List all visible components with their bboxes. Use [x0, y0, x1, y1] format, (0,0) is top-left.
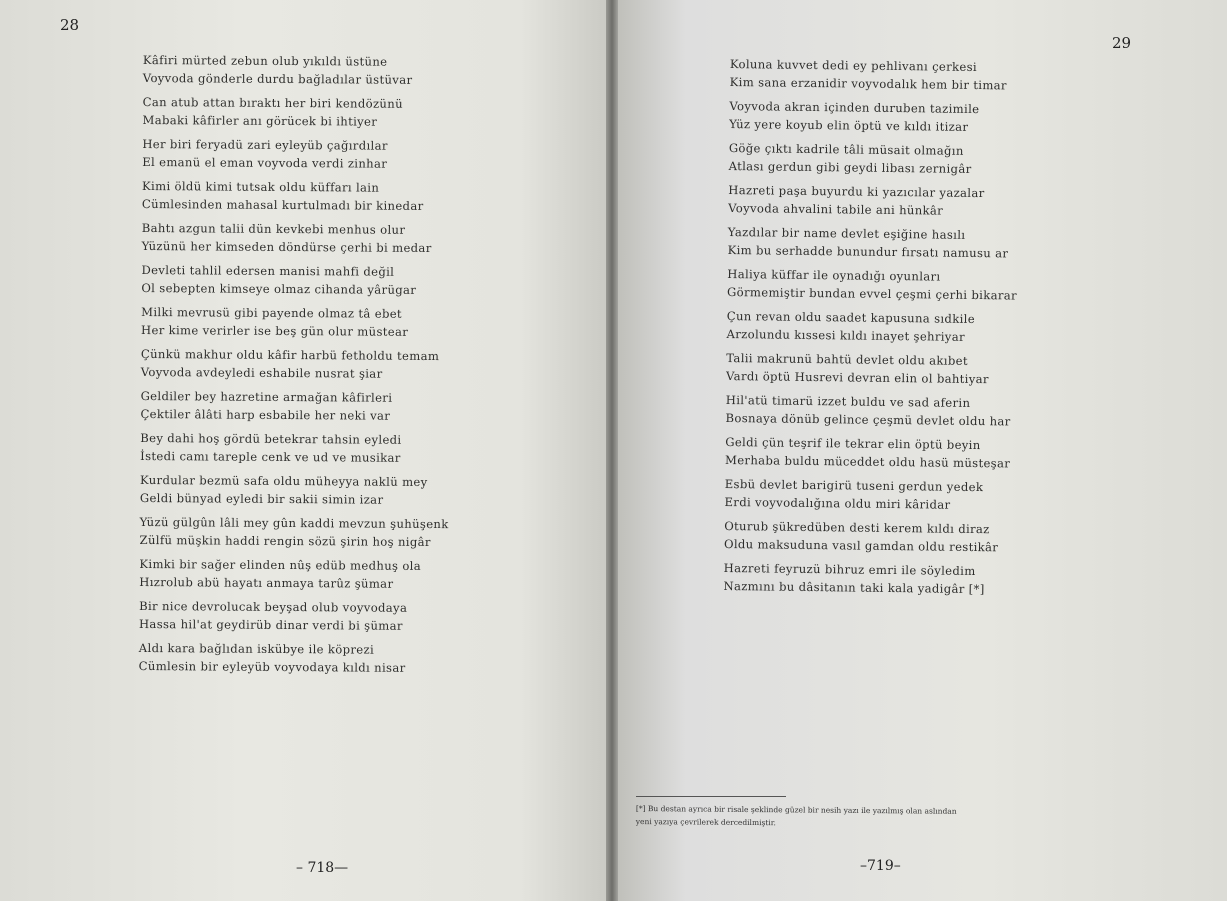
couplet: [142, 219, 522, 258]
verse-line: Bey dahi hoş gördü betekrar tahsin eyledi: [140, 430, 402, 447]
verse-line: Devleti tahlil edersen manisi mahfi değil: [141, 262, 395, 279]
couplet: [724, 517, 1164, 558]
verse-line: Voyvoda gönderle durdu bağladılar üstüvar: [142, 70, 413, 87]
verse-line: Hil'atü timarü izzet buldu ve sad aferin: [725, 392, 971, 410]
verse-line: Bir nice devrolucak beyşad olub voyvodaya: [139, 598, 408, 615]
verse-line: Çektiler âlâti harp esbabile her neki var: [140, 406, 391, 423]
couplet: [139, 555, 519, 594]
couplet: [140, 513, 520, 552]
verse-line: Cümlesin bir eyleyüb voyvodaya kıldı nisar: [138, 658, 406, 675]
couplet: [729, 139, 1169, 180]
left-verses: [139, 51, 523, 684]
couplet: [140, 387, 520, 426]
verse-line: Kim bu serhadde bunundur fırsatı namusu ar: [727, 242, 1009, 261]
verse-line: Yüz yere koyub elin öptü ve kıldı itizar: [729, 116, 969, 134]
verse-line: Kimi öldü kimi tutsak oldu küffarı lain: [142, 178, 380, 195]
verse-line: Bosnaya dönüb gelince çeşmü devlet oldu har: [725, 410, 1011, 429]
verse-line: Arzolundu kıssesi kıldı inayet şehriyar: [726, 326, 966, 344]
couplet: [141, 303, 521, 342]
verse-line: Geldi çün teşrif ile tekrar elin öptü beyin: [725, 434, 981, 453]
verse-line: Merhaba buldu müceddet oldu hasü müsteşar: [724, 452, 1011, 471]
book-gutter: [606, 0, 618, 901]
verse-line: Haliya küffar ile oynadığı oyunları: [727, 266, 941, 284]
verse-line: Her biri feryadü zari eyleyüb çağırdılar: [142, 136, 388, 153]
verse-line: Oldu maksuduna vasıl gamdan oldu restikâr: [723, 536, 999, 555]
verse-line: Geldi bünyad eyledi bir sakii simin izar: [139, 490, 384, 507]
verse-line: Görmemiştir bundan evvel çeşmi çerhi bikarar: [727, 284, 1018, 303]
couplet: [142, 177, 522, 216]
footnote-rule: [636, 796, 786, 797]
verse-line: Milki mevrusü gibi payende olmaz tâ ebet: [141, 304, 403, 321]
right-page-header-number: 29: [1112, 34, 1132, 52]
verse-line: Yüzünü her kimseden döndürse çerhi bi medar: [141, 238, 432, 256]
verse-line: Kimki bir sağer elinden nûş edüb medhuş ola: [139, 556, 422, 573]
right-verses: [723, 55, 1170, 606]
couplet: [725, 433, 1165, 474]
verse-line: Voyvoda ahvalini tabile ani hünkâr: [728, 200, 944, 218]
verse-line: Ol sebepten kimseye olmaz cihanda yârügar: [141, 280, 417, 297]
verse-line: Geldiler bey hazretine armağan kâfirleri: [140, 388, 393, 405]
verse-line: Talii makrunü bahtü devlet oldu akıbet: [726, 350, 968, 368]
verse-line: Zülfü müşkin haddi rengin sözü şirin hoş nigâr: [139, 532, 431, 550]
verse-line: Atlası gerdun gibi geydi libası zernigâr: [728, 158, 972, 176]
verse-line: Yüzü gülgûn lâli mey gûn kaddi mevzun şuhüşenk: [139, 514, 449, 532]
footnote-line-1: [*] Bu destan ayrıca bir risale şeklinde güzel bir nesih yazı ile yazılmış olan aslından: [635, 803, 957, 816]
verse-line: Göğe çıktı kadrile tâli müsait olmağın: [728, 140, 964, 158]
verse-line: Çun revan oldu saadet kapusuna sıdkile: [726, 308, 976, 327]
verse-line: Hazreti feyruzü bihruz emri ile söyledim: [723, 560, 976, 579]
couplet: [143, 51, 523, 90]
right-page: [612, 0, 1227, 901]
verse-line: İstedi camı tareple cenk ve ud ve musikar: [140, 448, 401, 465]
couplet: [139, 639, 519, 678]
couplet: [726, 349, 1166, 390]
verse-line: Oturub şükredüben desti kerem kıldı diraz: [724, 518, 990, 537]
verse-line: Esbü devlet barigirü tuseni gerdun yedek: [724, 476, 984, 495]
couplet: [140, 471, 520, 510]
verse-line: Vardı öptü Husrevi devran elin ol bahtiyar: [725, 368, 989, 387]
couplet: [142, 135, 522, 174]
verse-line: Nazmını bu dâsitanın taki kala yadigâr [*]: [723, 578, 985, 597]
verse-line: El emanü el eman voyvoda verdi zinhar: [142, 154, 388, 171]
verse-line: Can atub attan bıraktı her biri kendözünü: [142, 94, 403, 111]
verse-line: Aldı kara bağlıdan iskübye ile köprezi: [138, 640, 375, 657]
verse-line: Hassa hil'at geydirüb dinar verdi bi şümar: [138, 616, 403, 633]
verse-line: Kim sana erzanidir voyvodalık hem bir timar: [729, 74, 1007, 93]
verse-line: Her kime verirler ise beş gün olur müstear: [141, 322, 409, 339]
verse-line: Voyvoda avdeyledi eshabile nusrat şiar: [140, 364, 383, 381]
couplet: [142, 93, 522, 132]
verse-line: Yazdılar bir name devlet eşiğine hasılı: [727, 224, 966, 242]
verse-line: Mabaki kâfirler anı görücek bi ihtiyer: [142, 112, 378, 129]
couplet: [141, 261, 521, 300]
verse-line: Erdi voyvodalığına oldu miri kâridar: [724, 494, 951, 512]
couplet: [140, 429, 520, 468]
couplet: [139, 597, 519, 636]
left-page-header-number: 28: [60, 16, 80, 34]
couplet: [726, 307, 1166, 348]
left-page: [0, 0, 612, 901]
couplet: [141, 345, 521, 384]
verse-line: Cümlesinden mahasal kurtulmadı bir kinedar: [141, 196, 424, 213]
right-page-footer-number: –719–: [860, 858, 901, 874]
couplet: [730, 55, 1170, 96]
verse-line: Hazreti paşa buyurdu ki yazıcılar yazalar: [728, 182, 985, 201]
verse-line: Bahtı azgun talii dün kevkebi menhus olur: [141, 220, 406, 237]
verse-line: Koluna kuvvet dedi ey pehlivanı çerkesi: [729, 56, 978, 75]
verse-line: Kurdular bezmü safa oldu müheyya naklü mey: [139, 472, 428, 489]
verse-line: Voyvoda akran içinden duruben tazimile: [729, 98, 980, 117]
footnote: [636, 802, 1196, 833]
couplet: [724, 475, 1164, 516]
couplet: [728, 181, 1168, 222]
verse-line: Çünkü makhur oldu kâfir harbü fetholdu temam: [140, 346, 440, 364]
couplet: [725, 391, 1165, 432]
left-page-footer-number: – 718—: [296, 860, 349, 876]
couplet: [729, 97, 1169, 138]
couplet: [723, 559, 1163, 600]
couplet: [728, 223, 1168, 264]
footnote-line-2: yeni yazıya çevrilerek dercedilmiştir.: [635, 816, 776, 828]
couplet: [727, 265, 1167, 306]
verse-line: Hızrolub abü hayatı anmaya tarûz şümar: [139, 574, 394, 591]
verse-line: Kâfiri mürted zebun olub yıkıldı üstüne: [142, 52, 388, 69]
